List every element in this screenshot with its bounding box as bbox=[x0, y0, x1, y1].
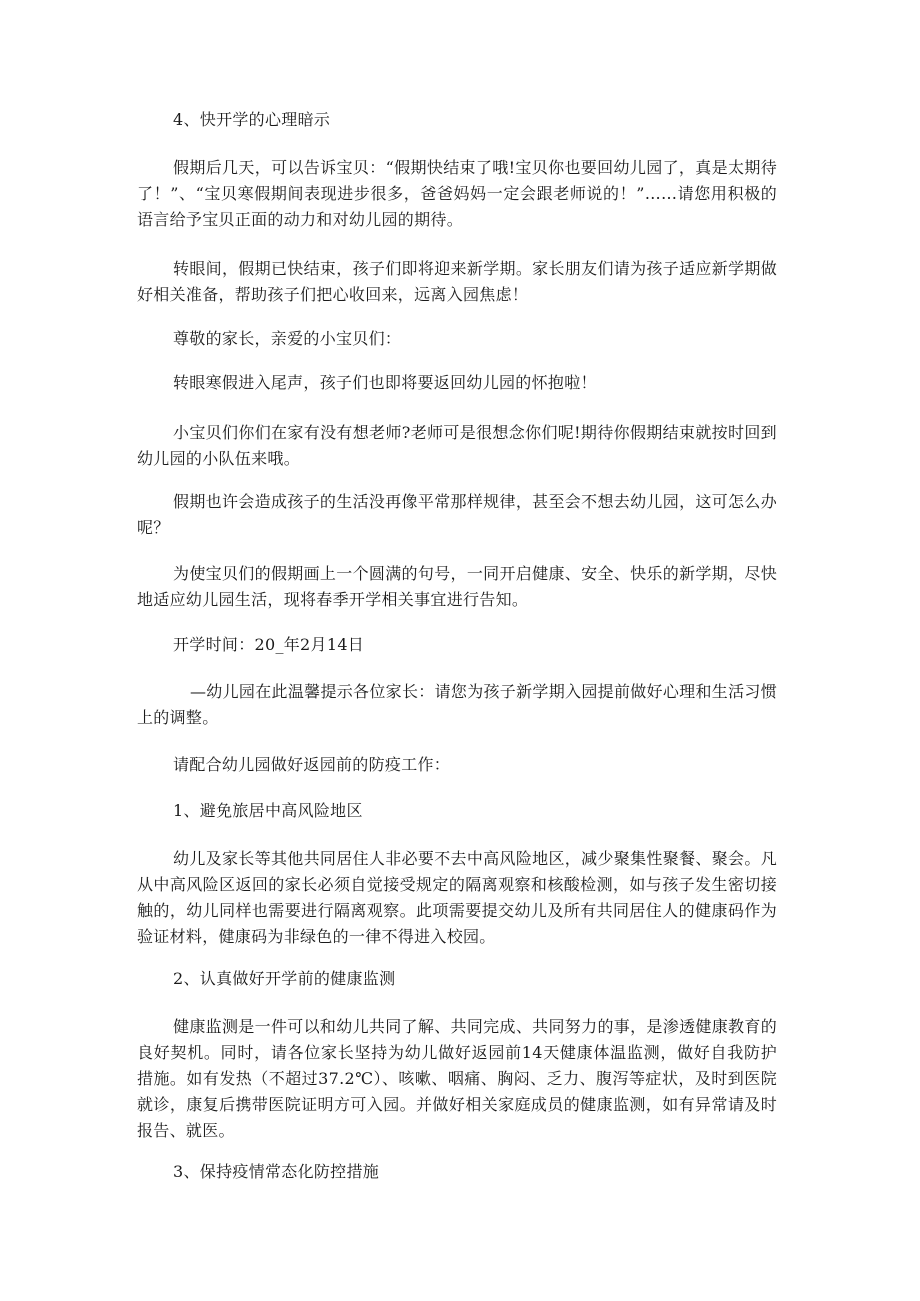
paragraph-greeting: 尊敬的家长，亲爱的小宝贝们： bbox=[173, 329, 402, 348]
paragraph-holiday-reminder: 假期后几天，可以告诉宝贝：“假期快结束了哦!宝贝你也要回幼儿园了，真是太期待了！”、“宝贝寒假期间表现进步很多，爸爸妈妈一定会跟老师说的！”……请您用积极的语言给予宝贝正面的动力和对幼儿园的期待。 bbox=[137, 158, 777, 229]
paragraph-miss-teacher: 小宝贝们你们在家有没有想老师?老师可是很想念你们呢!期待你假期结束就按时回到幼儿园的小队伍来哦。 bbox=[137, 423, 777, 468]
paragraph-winter-break-end: 转眼寒假进入尾声，孩子们也即将要返回幼儿园的怀抱啦！ bbox=[173, 373, 597, 392]
paragraph-risk-areas-detail: 幼儿及家长等其他共同居住人非必要不去中高风险地区，减少聚集性聚餐、聚会。凡从中高风险区返回的家长必须自觉接受规定的隔离观察和核酸检测，如与孩子发生密切接触的，幼儿同样也需要进行隔离观察。此项需要提交幼儿及所有共同居住人的健康码作为验证材料，健康码为非绿色的一律不得进入校园。 bbox=[137, 849, 777, 946]
paragraph-irregular-life: 假期也许会造成孩子的生活没再像平常那样规律，甚至会不想去幼儿园，这可怎么办呢？ bbox=[137, 492, 777, 537]
heading-normalized-prevention: 3、保持疫情常态化防控措施 bbox=[173, 1162, 380, 1181]
heading-psychological-hint: 4、快开学的心理暗示 bbox=[173, 110, 331, 129]
paragraph-start-date: 开学时间：20_年2月14日 bbox=[173, 635, 365, 654]
heading-health-monitoring: 2、认真做好开学前的健康监测 bbox=[173, 969, 396, 988]
heading-avoid-risk-areas: 1、避免旅居中高风险地区 bbox=[173, 801, 363, 820]
paragraph-warm-tip: —幼儿园在此温馨提示各位家长：请您为孩子新学期入园提前做好心理和生活习惯上的调整。 bbox=[137, 682, 777, 727]
paragraph-new-semester: 转眼间，假期已快结束，孩子们即将迎来新学期。家长朋友们请为孩子适应新学期做好相关准备，帮助孩子们把心收回来，远离入园焦虑！ bbox=[137, 259, 777, 304]
paragraph-notice-intro: 为使宝贝们的假期画上一个圆满的句号，一同开启健康、安全、快乐的新学期，尽快地适应幼儿园生活，现将春季开学相关事宜进行告知。 bbox=[137, 564, 777, 609]
paragraph-epidemic-prep: 请配合幼儿园做好返园前的防疫工作： bbox=[173, 755, 451, 774]
paragraph-health-monitoring-detail: 健康监测是一件可以和幼儿共同了解、共同完成、共同努力的事，是渗透健康教育的良好契机。同时，请各位家长坚持为幼儿做好返园前14天健康体温监测，做好自我防护措施。如有发热（不超过37.2℃）、咳嗽、咽痛、胸闷、乏力、腹泻等症状，及时到医院就诊，康复后携带医院证明方可入园。并做好相关家庭成员的健康监测，如有异常请及时报告、就医。 bbox=[137, 1017, 777, 1140]
